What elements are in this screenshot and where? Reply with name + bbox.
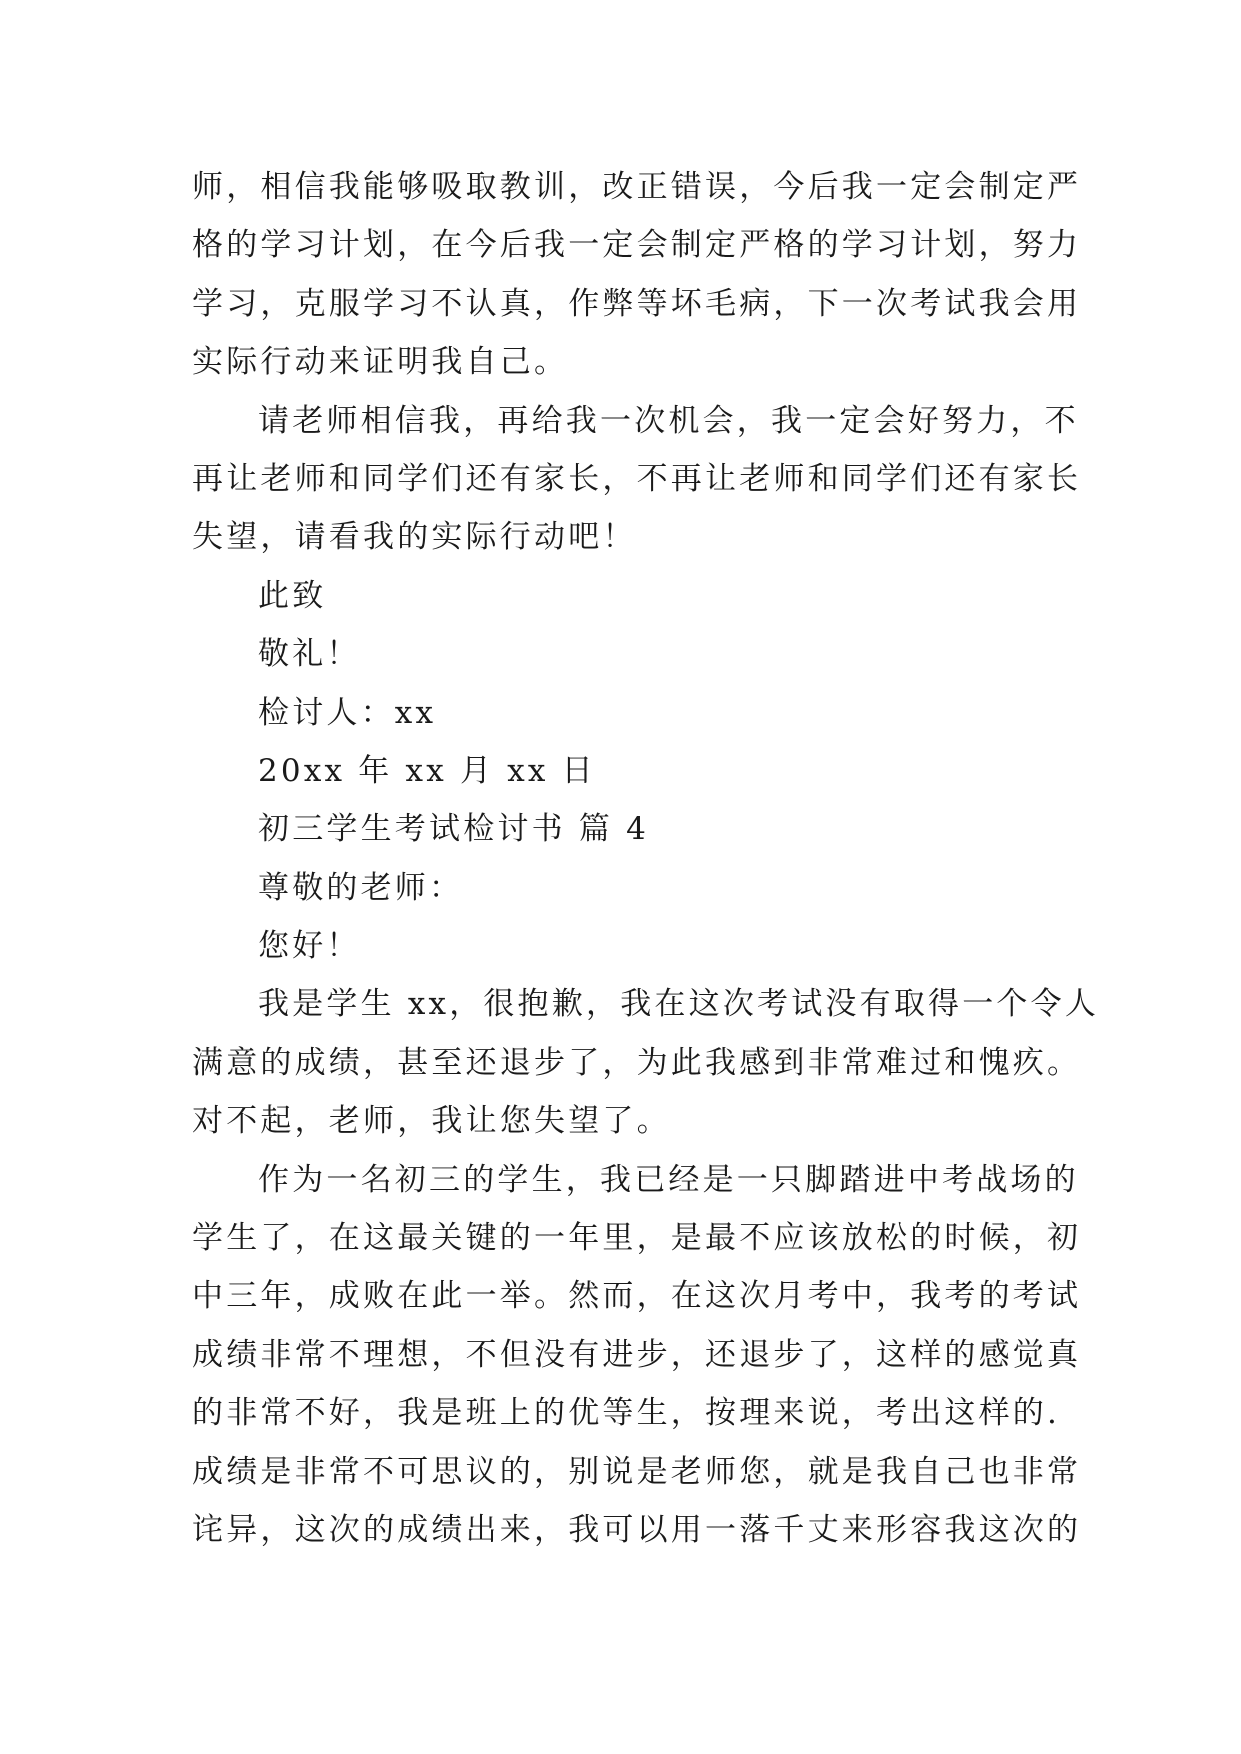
date-line: 20xx 年 xx 月 xx 日	[258, 752, 596, 789]
text-line: 失望，请看我的实际行动吧！	[192, 519, 637, 556]
text-line: 对不起，老师，我让您失望了。	[192, 1103, 671, 1140]
text-line: 作为一名初三的学生，我已经是一只脚踏进中考战场的	[258, 1161, 1079, 1198]
signature-line: 检讨人：xx	[258, 694, 437, 731]
text-line: 学习，克服学习不认真，作弊等坏毛病，下一次考试我会用	[192, 285, 1082, 322]
text-line: 中三年，成败在此一举。然而，在这次月考中，我考的考试	[192, 1278, 1082, 1315]
closing-salutation: 此致	[258, 577, 327, 614]
text-line: 我是学生 xx，很抱歉，我在这次考试没有取得一个令人	[258, 986, 1100, 1023]
text-line: 学生了，在这最关键的一年里，是最不应该放松的时候，初	[192, 1220, 1082, 1257]
text-line: 格的学习计划，在今后我一定会制定严格的学习计划，努力	[192, 227, 1082, 264]
closing-regards: 敬礼！	[258, 636, 361, 673]
section-title: 初三学生考试检讨书 篇 4	[258, 811, 650, 848]
text-line: 成绩非常不理想，不但没有进步，还退步了，这样的感觉真	[192, 1336, 1082, 1373]
text-line: 满意的成绩，甚至还退步了，为此我感到非常难过和愧疚。	[192, 1044, 1082, 1081]
text-line: 再让老师和同学们还有家长，不再让老师和同学们还有家长	[192, 460, 1082, 497]
text-line: 师，相信我能够吸取教训，改正错误，今后我一定会制定严	[192, 169, 1082, 205]
text-line: 诧异，这次的成绩出来，我可以用一落千丈来形容我这次的	[192, 1511, 1082, 1548]
document-body	[192, 158, 1100, 1559]
text-line: 实际行动来证明我自己。	[192, 344, 569, 381]
text-line: 请老师相信我，再给我一次机会，我一定会好努力，不	[258, 402, 1079, 439]
text-line: 的非常不好，我是班上的优等生，按理来说，考出这样的.	[192, 1395, 1061, 1432]
greeting: 您好！	[258, 928, 361, 965]
greeting-addressee: 尊敬的老师：	[258, 869, 464, 906]
text-line: 成绩是非常不可思议的，别说是老师您，就是我自己也非常	[192, 1453, 1082, 1490]
